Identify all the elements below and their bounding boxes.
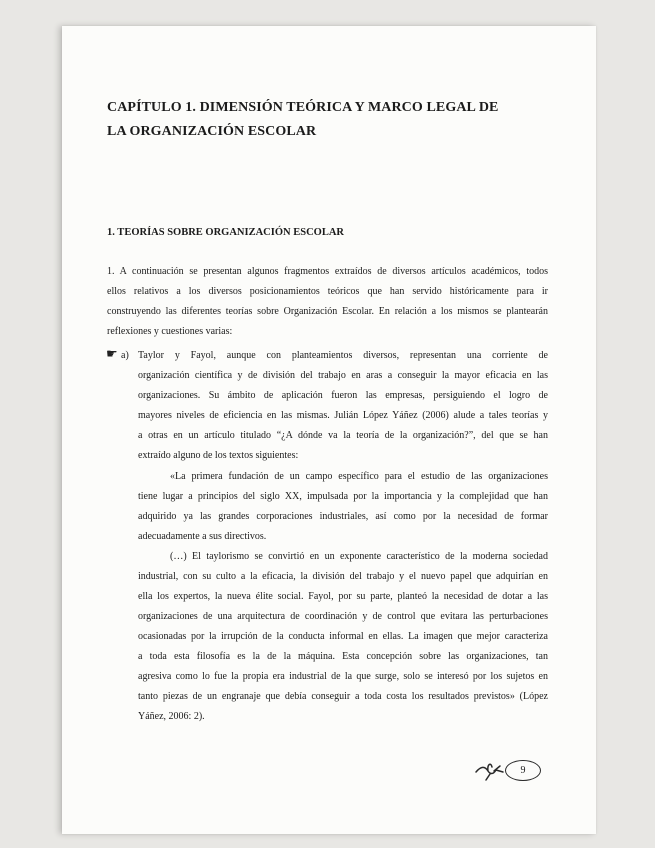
- item-a-line: a otras en un artículo titulado “¿A dónde va la teoría de la organización?”, del que se han: [138, 430, 548, 441]
- page-number-badge: 9: [505, 760, 541, 781]
- quote-line: «La primera fundación de un campo específico para el estudio de las organizaciones: [170, 471, 548, 482]
- chapter-title: [107, 96, 498, 144]
- quote-line: organizaciones de una arquitectura de coordinación y de control que evitara las perturbaciones: [138, 611, 548, 622]
- intro-line: ellos relativos a los diversos posicionamientos teóricos que han servido históricamente para ir: [107, 286, 548, 297]
- item-a-line: organizaciones. Su ámbito de aplicación fueron las empresas, persiguiendo el logro de: [138, 390, 548, 401]
- intro-paragraph: [107, 262, 548, 342]
- section-heading: 1. TEORÍAS SOBRE ORGANIZACIÓN ESCOLAR: [107, 227, 344, 238]
- item-a-line: extraído alguno de los textos siguientes:: [138, 450, 299, 461]
- flourish-icon: [474, 758, 506, 782]
- quote-line: industrial, con su culto a la eficacia, la división del trabajo y el nuevo papel que adquirían en: [138, 571, 548, 582]
- quote-line: Yáñez, 2006: 2).: [138, 711, 205, 722]
- quote-block: [138, 467, 548, 727]
- item-marker: a): [121, 350, 129, 361]
- quote-line: adquirido ya las grandes corporaciones industriales, así como por la necesidad de formar: [138, 511, 548, 522]
- item-a-paragraph: [138, 346, 548, 466]
- quote-line: (…) El taylorismo se convirtió en un exponente característico de la moderna sociedad: [170, 551, 548, 562]
- chapter-title-line: LA ORGANIZACIÓN ESCOLAR: [107, 124, 317, 139]
- quote-line: tiene lugar a principios del siglo XX, impulsada por la importancia y la complejidad que han: [138, 491, 548, 502]
- item-a-line: organización científica y de división del trabajo en aras a conseguir la mayor eficacia en las: [138, 370, 548, 381]
- intro-line: reflexiones y cuestiones varias:: [107, 326, 233, 337]
- quote-line: a toda esta filosofía es la de la máquina. Esta concepción sobre las organizaciones, tan: [138, 651, 548, 662]
- quote-line: tanto piezas de un engranaje que debía conseguir a toda costa los resultados previstos» (López: [138, 691, 548, 702]
- item-a-line: Taylor y Fayol, aunque con planteamientos diversos, representan una corriente de: [138, 350, 548, 361]
- quote-line: adecuadamente a sus directivos.: [138, 531, 267, 542]
- pointing-hand-icon: ☛: [106, 347, 118, 362]
- quote-line: agresiva como lo fue la propia era industrial de la que surge, solo se interesó por los sujetos en: [138, 671, 548, 682]
- quote-line: ella los expertos, la nueva élite social. Fayol, por su parte, planteó la necesidad de dotar a las: [138, 591, 548, 602]
- intro-line: construyendo las diferentes teorías sobre Organización Escolar. En relación a los mismos se plantearán: [107, 306, 548, 317]
- quote-line: ocasionadas por la irrupción de la conducta informal en ellas. La imagen que mejor caracteriza: [138, 631, 548, 642]
- intro-line: 1. A continuación se presentan algunos fragmentos extraídos de diversos artículos académicos, todos: [107, 266, 548, 277]
- chapter-title-line: CAPÍTULO 1. DIMENSIÓN TEÓRICA Y MARCO LEGAL DE: [107, 100, 499, 115]
- item-a-line: mayores niveles de eficiencia en las mismas. Julián López Yáñez (2006) alude a tales teorías y: [138, 410, 548, 421]
